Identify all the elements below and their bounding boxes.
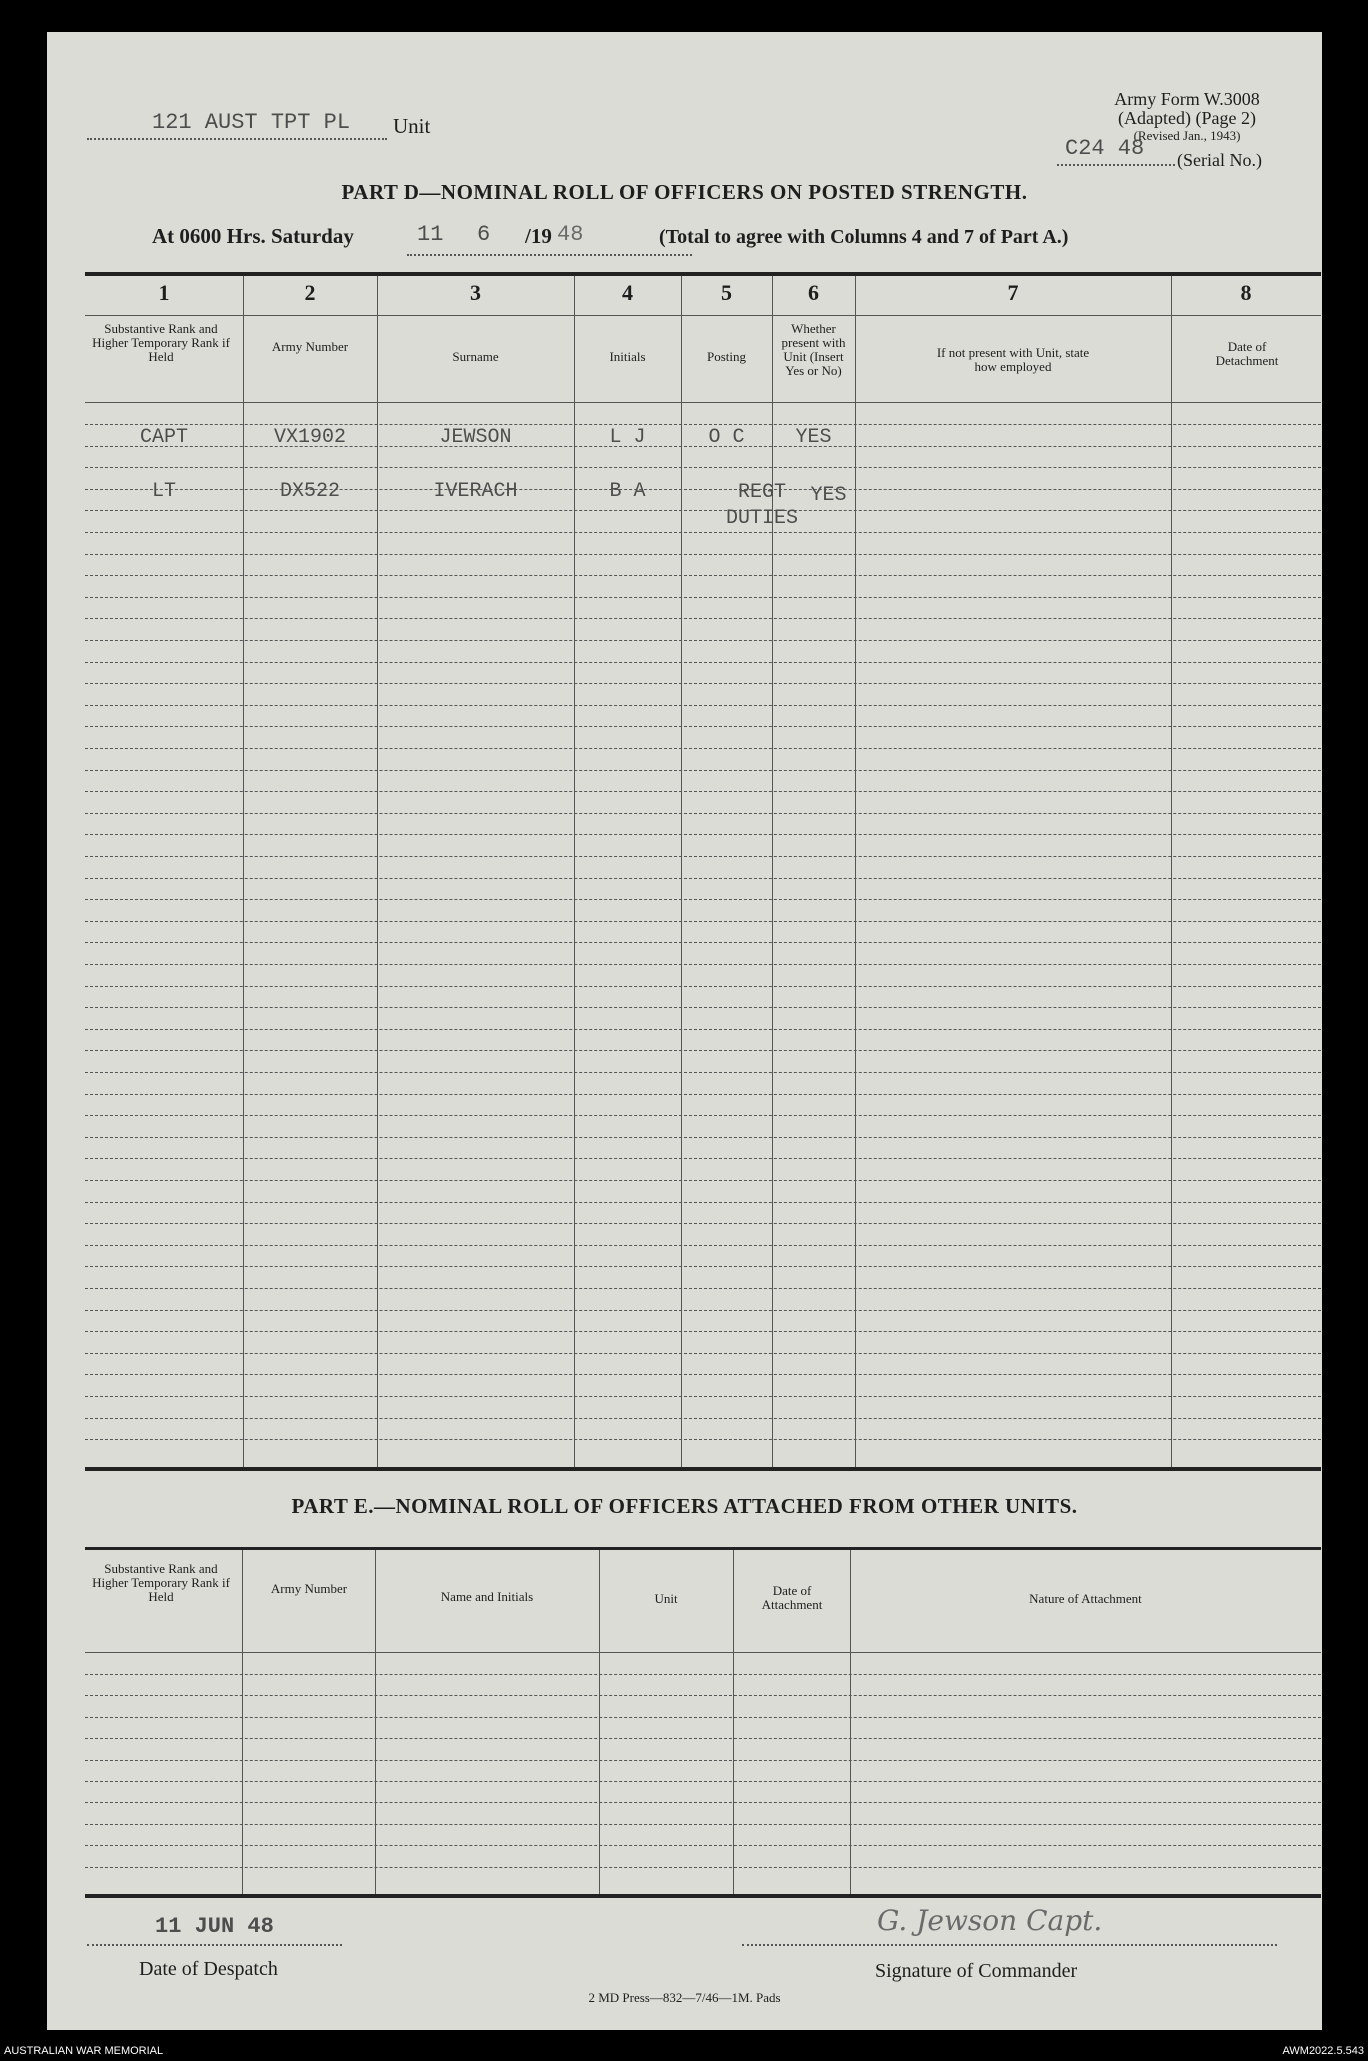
ruled-line xyxy=(85,683,1321,684)
form-number: Army Form W.3008 xyxy=(1114,89,1260,109)
ruled-line xyxy=(85,1674,1321,1675)
col-number: 6 xyxy=(808,280,819,305)
ruled-line xyxy=(85,1781,1321,1782)
part-e-header-rank: Substantive Rank and Higher Temporary Rank if Held xyxy=(92,1561,230,1604)
col-number: 1 xyxy=(158,280,170,305)
date-year-prefix: /19 xyxy=(525,224,552,248)
table-row-1-posting: O C xyxy=(708,426,745,449)
ruled-line xyxy=(85,1158,1321,1159)
col-header-present: Whether present with Unit (Insert Yes or No) xyxy=(781,321,846,378)
col-number: 2 xyxy=(304,280,316,305)
signature-field xyxy=(742,1942,1277,1946)
col-header-employed: If not present with Unit, state how employed xyxy=(936,345,1090,374)
ruled-line xyxy=(85,1266,1321,1267)
table-row-1-surname: JEWSON xyxy=(439,426,512,449)
ruled-line xyxy=(85,705,1321,706)
ruled-line xyxy=(85,921,1321,922)
table-row-1-initials: L J xyxy=(609,426,646,449)
ruled-line xyxy=(85,791,1321,792)
ruled-line xyxy=(85,1029,1321,1030)
ruled-line xyxy=(85,1717,1321,1718)
date-day: 11 xyxy=(417,222,444,247)
form-revised: (Revised Jan., 1943) xyxy=(1133,128,1241,143)
ruled-line xyxy=(85,1007,1321,1008)
serial-value: C24 48 xyxy=(1065,136,1145,161)
despatch-date-value: 11 JUN 48 xyxy=(155,1914,274,1939)
part-e-col-divider xyxy=(242,1550,243,1894)
part-e-header-attachment-date: Date of Attachment xyxy=(761,1583,823,1612)
signature-label: Signature of Commander xyxy=(875,1960,1078,1982)
ruled-line xyxy=(85,1418,1321,1419)
ruled-line xyxy=(85,748,1321,749)
table-row-2-initials: B A xyxy=(609,480,646,503)
ruled-line xyxy=(85,662,1321,663)
ruled-line xyxy=(85,1223,1321,1224)
part-e-top-rule xyxy=(85,1547,1321,1550)
date-field xyxy=(407,252,692,256)
ruled-line xyxy=(85,1137,1321,1138)
col-number: 7 xyxy=(1007,280,1019,305)
ruled-line xyxy=(85,986,1321,987)
ruled-line xyxy=(85,770,1321,771)
ruled-line xyxy=(85,964,1321,965)
date-line xyxy=(152,224,354,249)
table-row-2-present: YES xyxy=(810,484,847,507)
ruled-line xyxy=(85,597,1321,598)
ruled-line xyxy=(85,532,1321,533)
col-header-posting: Posting xyxy=(706,349,746,364)
ruled-line xyxy=(85,1180,1321,1181)
part-e-header-name: Name and Initials xyxy=(440,1589,534,1604)
ruled-line xyxy=(85,510,1321,511)
col-header-initials: Initials xyxy=(609,349,646,364)
press-line: 2 MD Press—832—7/46—1M. Pads xyxy=(588,1990,781,2005)
col-number: 8 xyxy=(1240,280,1252,305)
part-e-bottom-rule xyxy=(85,1894,1321,1898)
ruled-line xyxy=(85,1072,1321,1073)
unit-label: Unit xyxy=(393,114,431,138)
ruled-line xyxy=(85,899,1321,900)
ruled-line xyxy=(85,424,1321,425)
table-row-2-posting: REGT DUTIES xyxy=(725,481,798,530)
archive-caption-left: AUSTRALIAN WAR MEMORIAL xyxy=(4,2045,164,2057)
archive-caption-right: AWM2022.5.543 xyxy=(1282,2045,1364,2057)
ruled-line xyxy=(85,856,1321,857)
ruled-line xyxy=(85,834,1321,835)
header-row-rule xyxy=(85,402,1321,403)
table-row-1-rank: CAPT xyxy=(139,426,188,449)
part-e-title: PART E.—NOMINAL ROLL OF OFFICERS ATTACHED FROM OTHER UNITS. xyxy=(291,1494,1078,1518)
table-row-2-surname: IVERACH xyxy=(433,480,518,503)
form-adapted: (Adapted) (Page 2) xyxy=(1118,108,1256,128)
form-page xyxy=(47,32,1322,2030)
ruled-line xyxy=(85,726,1321,727)
despatch-date-label: Date of Despatch xyxy=(139,1958,278,1980)
part-d-title: PART D—NOMINAL ROLL OF OFFICERS ON POSTED STRENGTH. xyxy=(341,180,1028,204)
ruled-line xyxy=(85,1374,1321,1375)
ruled-line xyxy=(85,1353,1321,1354)
ruled-line xyxy=(85,813,1321,814)
table-row-1-present: YES xyxy=(795,426,832,449)
col-header-detachment: Date of Detachment xyxy=(1215,339,1279,368)
total-note: (Total to agree with Columns 4 and 7 of Part A.) xyxy=(659,226,1069,248)
part-e-header-nature: Nature of Attachment xyxy=(1029,1591,1142,1606)
col-number: 5 xyxy=(721,280,732,305)
ruled-line xyxy=(85,618,1321,619)
ruled-line xyxy=(85,1845,1321,1846)
col-header-rank: Substantive Rank and Higher Temporary Rank if Held xyxy=(92,321,230,364)
date-at-label: At 0600 Hrs. Saturday xyxy=(152,224,354,248)
part-d-bottom-rule xyxy=(85,1467,1321,1471)
ruled-line xyxy=(85,1094,1321,1095)
ruled-line xyxy=(85,1331,1321,1332)
ruled-line xyxy=(85,575,1321,576)
ruled-line xyxy=(85,467,1321,468)
ruled-line xyxy=(85,1310,1321,1311)
part-e-header-army-number: Army Number xyxy=(270,1581,348,1596)
ruled-line xyxy=(85,1760,1321,1761)
ruled-line xyxy=(85,942,1321,943)
ruled-line xyxy=(85,640,1321,641)
col-number: 3 xyxy=(470,280,481,305)
part-e-header-unit: Unit xyxy=(654,1591,678,1606)
ruled-line xyxy=(85,1867,1321,1868)
ruled-line xyxy=(85,1695,1321,1696)
unit-value: 121 AUST TPT PL xyxy=(152,110,351,135)
despatch-date-field xyxy=(87,1942,342,1946)
table-row-2-rank: LT xyxy=(151,480,176,503)
number-row-rule xyxy=(85,315,1321,316)
ruled-line xyxy=(85,1738,1321,1739)
ruled-line xyxy=(85,1115,1321,1116)
ruled-line xyxy=(85,1202,1321,1203)
ruled-line xyxy=(85,1288,1321,1289)
date-year-typed: 48 xyxy=(557,222,584,247)
part-e-header-rule xyxy=(85,1652,1321,1653)
ruled-line xyxy=(85,1824,1321,1825)
commander-signature: G. Jewson Capt. xyxy=(877,1904,1103,1937)
ruled-line xyxy=(85,1050,1321,1051)
col-number: 4 xyxy=(622,280,633,305)
part-e-col-divider xyxy=(733,1550,734,1894)
table-row-1-number: VX1902 xyxy=(273,426,346,449)
serial-field xyxy=(1057,162,1175,166)
ruled-line xyxy=(85,878,1321,879)
ruled-line xyxy=(85,1802,1321,1803)
date-month: 6 xyxy=(477,222,491,247)
table-row-2-number: DX522 xyxy=(279,480,340,503)
col-header-surname: Surname xyxy=(452,349,499,364)
col-header-army-number: Army Number xyxy=(271,339,349,354)
ruled-line xyxy=(85,1396,1321,1397)
ruled-line xyxy=(85,1245,1321,1246)
ruled-line xyxy=(85,1439,1321,1440)
part-d-top-rule xyxy=(85,272,1321,276)
serial-label: (Serial No.) xyxy=(1177,150,1262,170)
ruled-line xyxy=(85,554,1321,555)
